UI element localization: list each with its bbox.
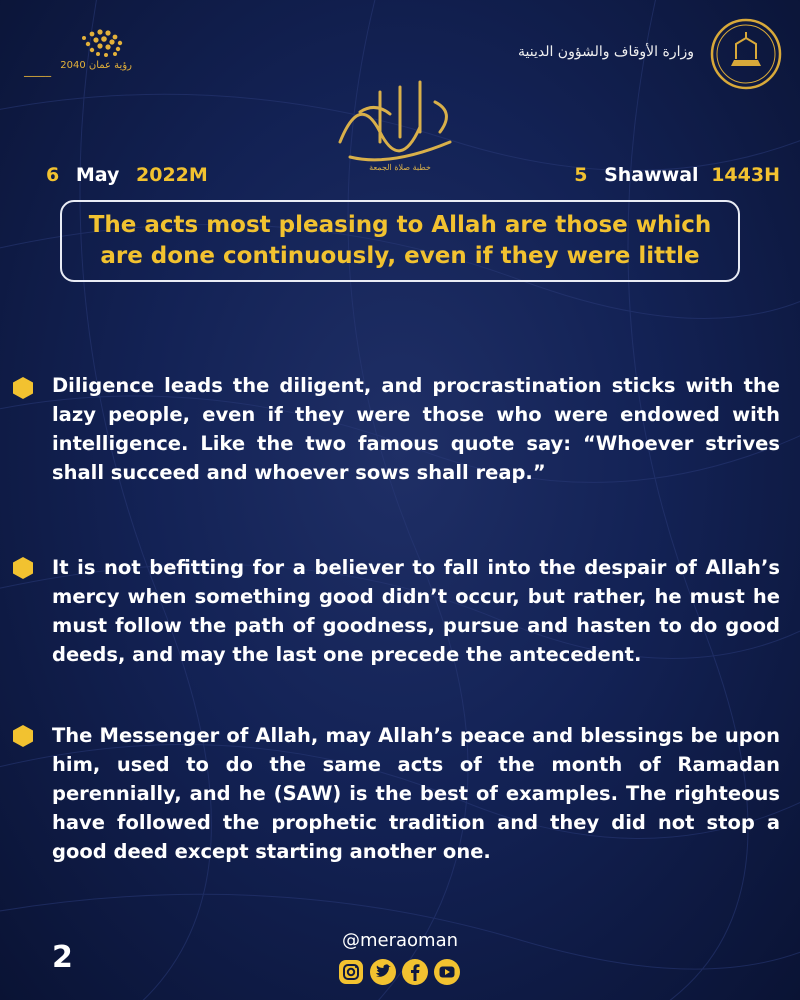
gregorian-month: May [75, 164, 120, 186]
svg-text:رؤية عمان 2040: رؤية عمان 2040 [60, 60, 132, 71]
hijri-month: Shawwal [604, 164, 699, 186]
facebook-icon[interactable] [401, 958, 429, 986]
hijri-day: 5 [574, 164, 588, 186]
svg-text:خطبة صلاة الجمعة: خطبة صلاة الجمعة [369, 163, 431, 172]
svg-text:━━━━━━━━━: ━━━━━━━━━ [24, 74, 52, 80]
twitter-icon[interactable] [369, 958, 397, 986]
ministry-logo [518, 14, 786, 94]
gregorian-day: 6 [46, 164, 60, 186]
title-box [60, 200, 740, 282]
friday-sermon-calligraphy [320, 72, 480, 172]
page-number: 2 [52, 940, 73, 975]
point-2: It is not befitting for a believer to fall into the despair of Allah’s mercy when something good didn’t occur, but rather, he must he must follow the path of goodness, pursue and hasten to do good deeds, and may the last one precede the antecedent. [52, 556, 780, 666]
bullet-icon [11, 724, 35, 748]
point-1: Diligence leads the diligent, and procrastination sticks with the lazy people, even if they were those who were endowed with intelligence. Like the two famous quote say: “Whoever strives shall succeed and whoever sows shall reap.” [52, 374, 780, 484]
gregorian-date [46, 164, 208, 186]
social-icons [337, 958, 465, 986]
hijri-date [574, 164, 780, 186]
svg-text:وزارة الأوقاف والشؤون الدينية: وزارة الأوقاف والشؤون الدينية [518, 44, 694, 60]
bullet-icon [11, 376, 35, 400]
vision-2040-logo [14, 18, 144, 88]
gregorian-year: 2022M [136, 164, 208, 186]
sermon-title: The acts most pleasing to Allah are those which are done continuously, even if they were little [88, 212, 712, 269]
youtube-icon[interactable] [433, 958, 461, 986]
instagram-icon[interactable] [337, 958, 365, 986]
point-3: The Messenger of Allah, may Allah’s peace and blessings be upon him, used to do the same acts of the month of Ramadan perennially, and he (SAW) is the best of examples. The righteous have followed the prophetic tradition and they did not stop a good deed except starting another one. [52, 724, 780, 863]
social-handle[interactable]: @meraoman [341, 930, 459, 951]
bullet-icon [11, 556, 35, 580]
hijri-year: 1443H [711, 164, 780, 186]
